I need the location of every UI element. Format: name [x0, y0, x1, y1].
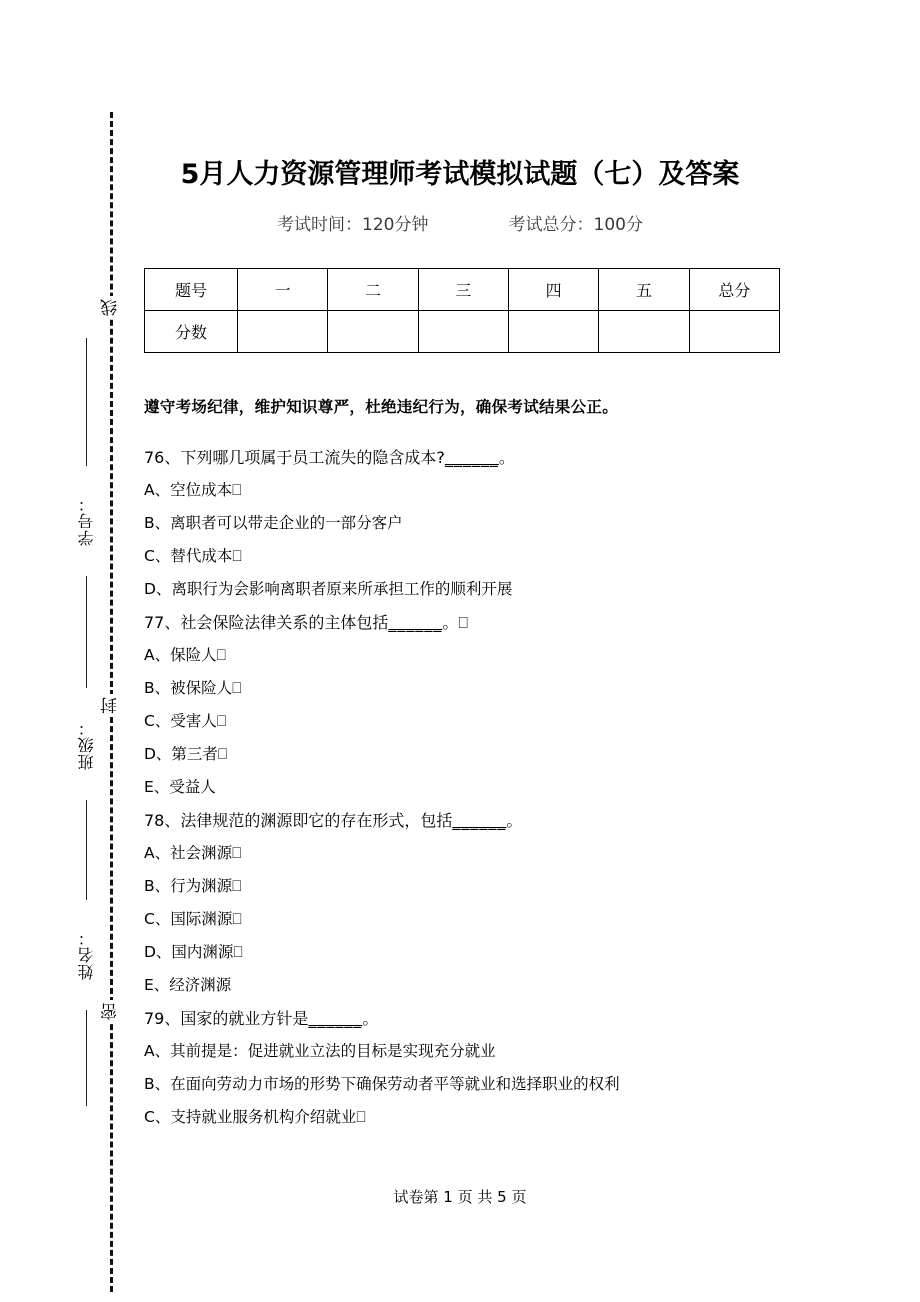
score-table-wrapper [144, 268, 780, 353]
table-row [145, 269, 780, 311]
question-option[interactable]: A、其前提是：促进就业立法的目标是实现充分就业 [144, 1042, 496, 1060]
score-entry-cell[interactable] [599, 311, 689, 353]
question-stem-tail: 。⎕ [442, 613, 468, 632]
seal-field-class: 班级： [77, 719, 96, 771]
score-table-cell: 五 [599, 269, 689, 311]
seal-field-student-id: 学号： [77, 495, 96, 547]
question-option[interactable]: C、国际渊源⎕ [144, 910, 242, 928]
score-table [144, 268, 780, 353]
meta-spacer [429, 212, 509, 238]
question-block [144, 804, 780, 1002]
question-stem-text: 78、法律规范的渊源即它的存在形式，包括 [144, 811, 453, 830]
seal-char-confidential: 密 [100, 1000, 126, 1023]
question-option[interactable]: B、离职者可以带走企业的一部分客户 [144, 514, 403, 532]
score-entry-cell[interactable] [508, 311, 598, 353]
exam-paper-body [140, 0, 780, 1134]
question-option[interactable]: A、保险人⎕ [144, 646, 226, 664]
score-table-cell: 三 [418, 269, 508, 311]
question-option[interactable]: C、支持就业服务机构介绍就业⎕ [144, 1108, 366, 1126]
question-block [144, 1002, 780, 1134]
score-table-cell: 分数 [145, 311, 238, 353]
question-stem [144, 1002, 780, 1035]
question-option[interactable]: D、第三者⎕ [144, 745, 228, 763]
exam-total-score: 考试总分：100分 [508, 215, 643, 235]
score-table-cell: 四 [508, 269, 598, 311]
question-option[interactable]: D、离职行为会影响离职者原来所承担工作的顺利开展 [144, 580, 513, 598]
question-stem-text: 76、下列哪几项属于员工流失的隐含成本? [144, 448, 445, 467]
question-stem-tail: 。 [498, 448, 515, 467]
answer-blank[interactable]: ______ [444, 448, 499, 467]
score-table-cell: 一 [238, 269, 328, 311]
question-option[interactable]: C、替代成本⎕ [144, 547, 242, 565]
seal-field-name: 姓名： [77, 929, 96, 981]
question-stem [144, 441, 780, 474]
question-stem [144, 804, 780, 837]
question-block [144, 606, 780, 804]
page-title: 5月人力资源管理师考试模拟试题（七）及答案 [180, 159, 740, 190]
question-stem-text: 79、国家的就业方针是 [144, 1009, 309, 1028]
question-option[interactable]: B、在面向劳动力市场的形势下确保劳动者平等就业和选择职业的权利 [144, 1075, 620, 1093]
table-row [145, 311, 780, 353]
answer-blank[interactable]: ______ [388, 613, 443, 632]
question-option[interactable]: E、受益人 [144, 778, 216, 796]
seal-rule-third [86, 800, 87, 900]
question-option[interactable]: C、受害人⎕ [144, 712, 227, 730]
score-entry-cell[interactable] [418, 311, 508, 353]
question-stem-tail: 。 [506, 811, 523, 830]
question-option[interactable]: A、空位成本⎕ [144, 481, 242, 499]
question-option[interactable]: A、社会渊源⎕ [144, 844, 242, 862]
score-table-cell: 二 [328, 269, 418, 311]
question-option[interactable]: B、被保险人⎕ [144, 679, 242, 697]
exam-duration: 考试时间：120分钟 [277, 215, 429, 235]
question-stem [144, 606, 780, 639]
answer-blank[interactable]: ______ [308, 1009, 363, 1028]
question-list [144, 441, 780, 1134]
question-block [144, 441, 780, 606]
score-entry-cell[interactable] [328, 311, 418, 353]
exam-meta-row [140, 212, 780, 238]
seal-rule-second [86, 576, 87, 688]
answer-blank[interactable]: ______ [452, 811, 507, 830]
score-table-cell: 总分 [689, 269, 779, 311]
question-stem-text: 77、社会保险法律关系的主体包括 [144, 613, 389, 632]
exam-discipline-notice: 遵守考场纪律，维护知识尊严，杜绝违纪行为，确保考试结果公正。 [144, 398, 619, 416]
question-option[interactable]: E、经济渊源 [144, 976, 232, 994]
seal-char-seal: 封 [100, 694, 126, 717]
page-footer: 试卷第 1 页 共 5 页 [393, 1188, 527, 1206]
question-option[interactable]: B、行为渊源⎕ [144, 877, 242, 895]
seal-char-line: 线 [100, 296, 126, 319]
question-stem-tail: 。 [362, 1009, 379, 1028]
score-entry-cell[interactable] [689, 311, 779, 353]
score-entry-cell[interactable] [238, 311, 328, 353]
seal-rule-upper [86, 338, 87, 466]
question-option[interactable]: D、国内渊源⎕ [144, 943, 243, 961]
score-table-cell: 题号 [145, 269, 238, 311]
seal-margin [0, 0, 140, 1302]
seal-rule-lower [86, 1010, 87, 1106]
score-table-body [145, 269, 780, 353]
